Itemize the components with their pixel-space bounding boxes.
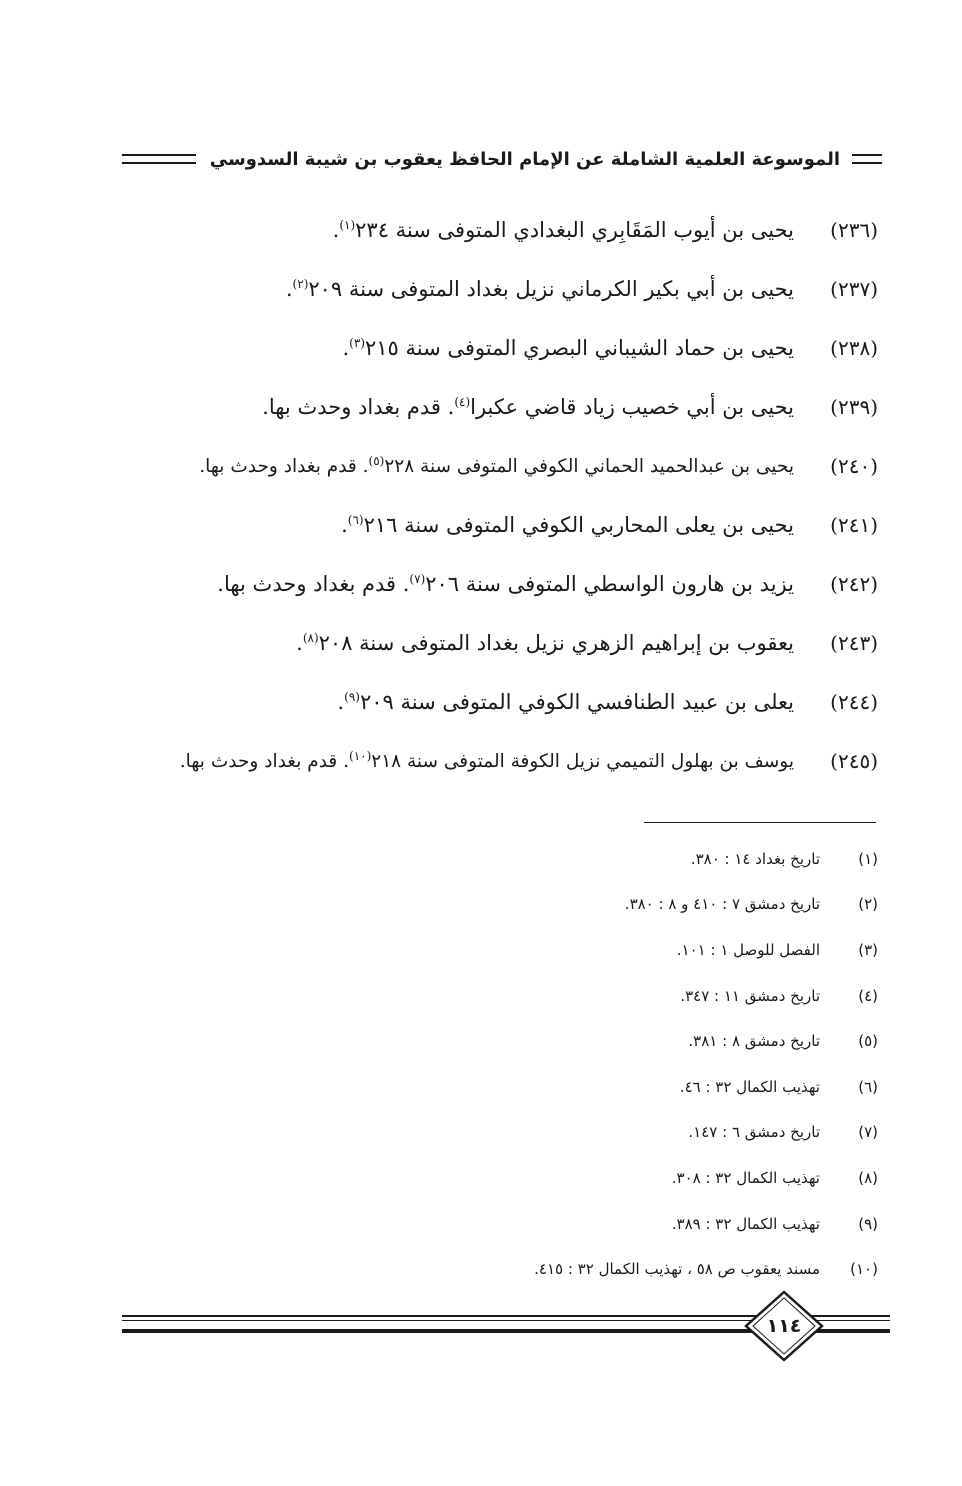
footnote-text: الفصل للوصل ١ : ١٠١. (676, 940, 820, 959)
header-rule-right (852, 154, 882, 164)
footnote-number: (١٠) (850, 1260, 878, 1279)
entry-number: (٢٣٨) (830, 335, 878, 360)
list-item (118, 554, 878, 613)
footnote-text: مسند يعقوب ص ٥٨ ، تهذيب الكمال ٣٢ : ٤١٥. (534, 1260, 820, 1279)
header-title: الموسوعة العلمية الشاملة عن الإمام الحافظ يعقوب بن شيبة السدوسي (209, 148, 840, 170)
list-item (118, 436, 878, 495)
footnote (118, 1110, 878, 1156)
footnote-text: تهذيب الكمال ٣٢ : ٣٨٩. (671, 1214, 820, 1233)
list-item (118, 377, 878, 436)
entry-text: يحيى بن حماد الشيباني البصري المتوفى سنة ٢١٥$^{(٣)}$. (342, 335, 794, 360)
entry-number: (٢٣٧) (830, 276, 878, 301)
entry-text: يوسف بن بهلول التميمي نزيل الكوفة المتوفى سنة ٢١٨$^{(١٠)}$. قدم بغداد وحدث بها. (179, 748, 794, 773)
footnote-text: تاريخ بغداد ١٤ : ٣٨٠. (690, 849, 820, 868)
list-item (118, 731, 878, 790)
footnote-number: (٧) (858, 1123, 878, 1142)
footnote-number: (٢) (858, 895, 878, 914)
entry-text: يحيى بن يعلى المحاربي الكوفي المتوفى سنة ٢١٦$^{(٦)}$. (341, 512, 794, 537)
footnote-text: تهذيب الكمال ٣٢ : ٣٠٨. (671, 1168, 820, 1187)
entry-number: (٢٤٣) (830, 630, 878, 655)
footnote-number: (٨) (858, 1168, 878, 1187)
footnote-number: (١) (858, 849, 878, 868)
footnote-ref: (٧) (409, 571, 426, 586)
entry-number: (٢٤١) (830, 512, 878, 537)
entry-text: يحيى بن أيوب المَقَابِري البغدادي المتوفى سنة ٢٣٤$^{(١)}$. (332, 217, 794, 242)
list-item (118, 318, 878, 377)
footnote (118, 1201, 878, 1247)
list-item (118, 259, 878, 318)
footnote-ref: (١) (339, 217, 356, 232)
entry-number: (٢٣٦) (830, 217, 878, 242)
footnote-ref: (٦) (347, 512, 364, 527)
footnote-text: تاريخ دمشق ٨ : ٣٨١. (688, 1032, 820, 1051)
page-number: ١١٤ (766, 1315, 802, 1337)
footnote (118, 1155, 878, 1201)
footnote (118, 882, 878, 928)
entry-number: (٢٤٢) (830, 571, 878, 596)
entry-text: يحيى بن أبي خصيب زياد قاضي عكبرا$^{(٤)}$. قدم بغداد وحدث بها. (262, 394, 794, 419)
entry-text: يزيد بن هارون الواسطي المتوفى سنة ٢٠٦$^{(٧)}$. قدم بغداد وحدث بها. (217, 571, 794, 596)
footnote-text: تاريخ دمشق ٧ : ٤١٠ و ٨ : ٣٨٠. (624, 895, 820, 914)
footnote-number: (٣) (858, 940, 878, 959)
footnote-text: تهذيب الكمال ٣٢ : ٤٦. (679, 1077, 820, 1096)
footnote-ref: (٩) (344, 689, 360, 704)
footnote-number: (٤) (858, 986, 878, 1005)
footnote (118, 836, 878, 882)
entry-text: يحيى بن عبدالحميد الحماني الكوفي المتوفى سنة ٢٢٨$^{(٥)}$. قدم بغداد وحدث بها. (199, 453, 794, 478)
list-item (118, 495, 878, 554)
entry-text: يحيى بن أبي بكير الكرماني نزيل بغداد المتوفى سنة ٢٠٩$^{(٢)}$. (285, 276, 794, 301)
entry-number: (٢٤٤) (830, 689, 878, 714)
footnote-separator (644, 822, 876, 823)
footnote (118, 1246, 878, 1292)
footnote-text: تاريخ دمشق ١١ : ٣٤٧. (680, 986, 820, 1005)
running-header (122, 144, 882, 174)
footnote (118, 927, 878, 973)
entry-list (118, 200, 878, 790)
header-rule-left (122, 154, 196, 164)
entry-text: يعلى بن عبيد الطنافسي الكوفي المتوفى سنة ٢٠٩$^{(٩)}$. (337, 689, 794, 714)
footnote-ref: (٥) (368, 453, 385, 468)
list-item (118, 613, 878, 672)
entry-number: (٢٤٥) (830, 748, 878, 773)
footnote (118, 1018, 878, 1064)
footnote-number: (٦) (858, 1077, 878, 1096)
entry-number: (٢٤٠) (830, 453, 878, 478)
page-number-badge (744, 1290, 824, 1362)
footnote-ref: (٤) (454, 394, 471, 409)
footnote-list (118, 836, 878, 1292)
footnote (118, 1064, 878, 1110)
entry-number: (٢٣٩) (830, 394, 878, 419)
footnote-number: (٩) (858, 1214, 878, 1233)
footnote-ref: (١٠) (349, 748, 372, 763)
footnote (118, 973, 878, 1019)
entry-text: يعقوب بن إبراهيم الزهري نزيل بغداد المتوفى سنة ٢٠٨$^{(٨)}$. (296, 630, 794, 655)
footnote-ref: (٣) (349, 335, 365, 350)
footnote-ref: (٨) (302, 630, 319, 645)
footnote-ref: (٢) (292, 276, 309, 291)
footnote-number: (٥) (858, 1032, 878, 1051)
list-item (118, 200, 878, 259)
list-item (118, 672, 878, 731)
footnote-text: تاريخ دمشق ٦ : ١٤٧. (688, 1123, 820, 1142)
